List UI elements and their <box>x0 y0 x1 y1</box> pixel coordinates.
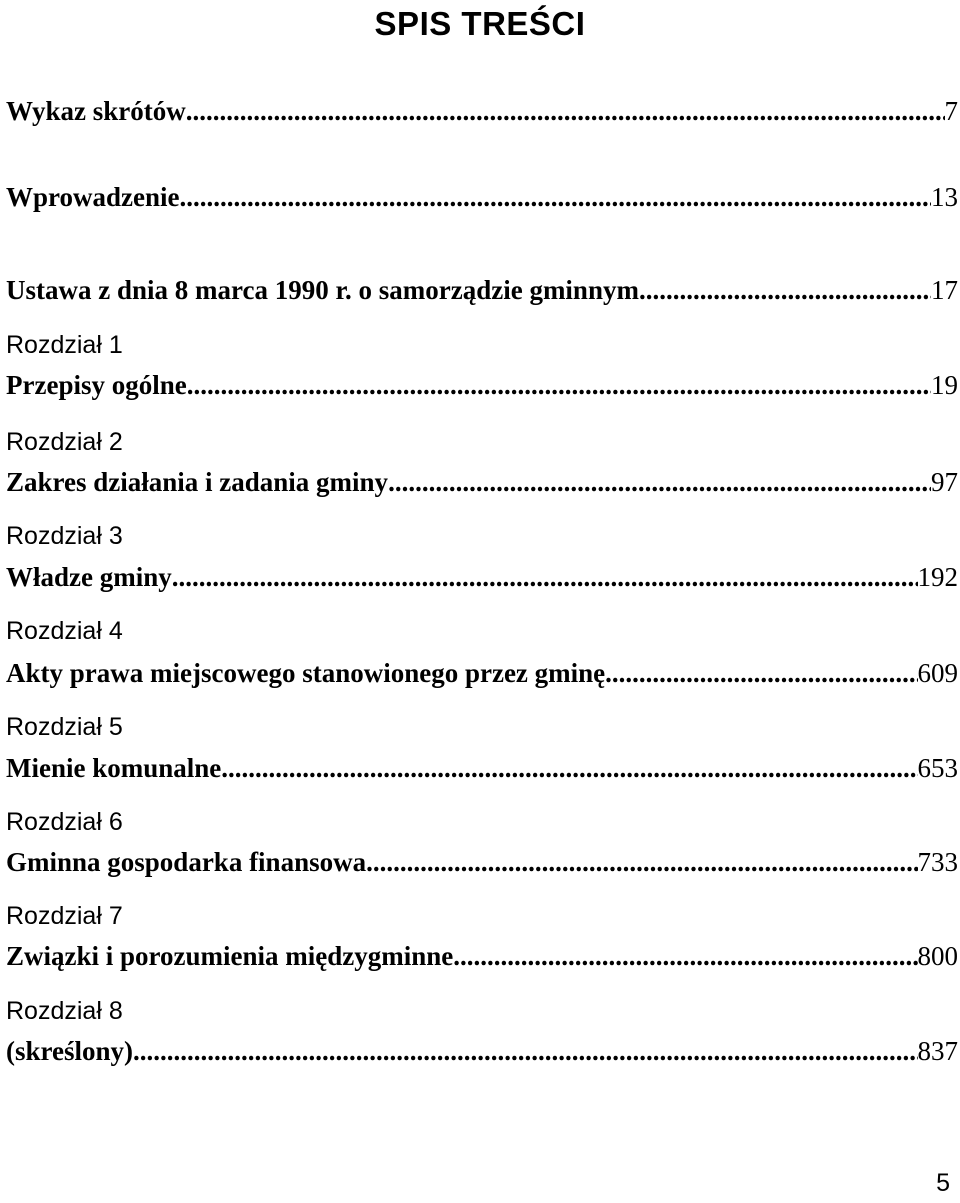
leader-dots <box>221 751 917 785</box>
toc-chapter-entry[interactable] <box>6 845 958 879</box>
toc-entry[interactable] <box>6 180 958 214</box>
page-number: 5 <box>936 1169 950 1197</box>
toc-chapter-title: Akty prawa miejscowego stanowionego przez gminę <box>6 658 606 688</box>
toc-chapter-page: 609 <box>917 658 958 688</box>
page-title: SPIS TREŚCI <box>374 5 586 42</box>
toc-chapter-title: Związki i porozumienia międzygminne <box>6 941 454 971</box>
toc-chapter-page: 192 <box>917 562 958 592</box>
toc-entry-page: 13 <box>931 182 958 212</box>
chapter-number-label: Rozdział 2 <box>6 428 123 456</box>
chapter-number-label: Rozdział 6 <box>6 808 123 836</box>
toc-chapter-title: Gminna gospodarka finansowa <box>6 847 367 877</box>
toc-entry[interactable] <box>6 94 958 128</box>
leader-dots <box>388 465 931 499</box>
toc-chapter-page: 97 <box>931 467 958 497</box>
toc-chapter-title: Władze gminy <box>6 562 172 592</box>
toc-entry-page: 17 <box>931 275 958 305</box>
toc-chapter-entry[interactable] <box>6 656 958 690</box>
toc-chapter-page: 837 <box>917 1036 958 1066</box>
toc-chapter-page: 19 <box>931 370 958 400</box>
chapter-number-label: Rozdział 4 <box>6 617 123 645</box>
leader-dots <box>172 560 918 594</box>
toc-entry-label: Wprowadzenie <box>6 182 180 212</box>
chapter-number-label: Rozdział 3 <box>6 522 123 550</box>
chapter-number-label: Rozdział 1 <box>6 331 123 359</box>
toc-entry[interactable] <box>6 273 958 307</box>
chapter-number-label: Rozdział 5 <box>6 713 123 741</box>
chapter-number-label: Rozdział 8 <box>6 997 123 1025</box>
toc-chapter-entry[interactable] <box>6 560 958 594</box>
leader-dots <box>366 845 917 879</box>
leader-dots <box>605 656 917 690</box>
toc-chapter-title: Zakres działania i zadania gminy <box>6 467 389 497</box>
toc-chapter-title: Przepisy ogólne <box>6 370 187 400</box>
leader-dots <box>133 1034 917 1068</box>
toc-chapter-entry[interactable] <box>6 368 958 402</box>
toc-chapter-title: Mienie komunalne <box>6 753 222 783</box>
leader-dots <box>187 368 931 402</box>
toc-chapter-page: 653 <box>917 753 958 783</box>
leader-dots <box>639 273 931 307</box>
toc-chapter-entry[interactable] <box>6 465 958 499</box>
leader-dots <box>180 180 932 214</box>
toc-entry-label: Wykaz skrótów <box>6 96 186 126</box>
leader-dots <box>186 94 945 128</box>
toc-chapter-title: (skreślony) <box>6 1036 134 1066</box>
chapter-number-label: Rozdział 7 <box>6 902 123 930</box>
leader-dots <box>453 939 917 973</box>
toc-entry-page: 7 <box>944 96 958 126</box>
toc-chapter-page: 800 <box>917 941 958 971</box>
toc-chapter-entry[interactable] <box>6 751 958 785</box>
toc-chapter-entry[interactable] <box>6 939 958 973</box>
toc-chapter-entry[interactable] <box>6 1034 958 1068</box>
toc-entry-label: Ustawa z dnia 8 marca 1990 r. o samorządzie gminnym <box>6 275 639 305</box>
toc-chapter-page: 733 <box>917 847 958 877</box>
